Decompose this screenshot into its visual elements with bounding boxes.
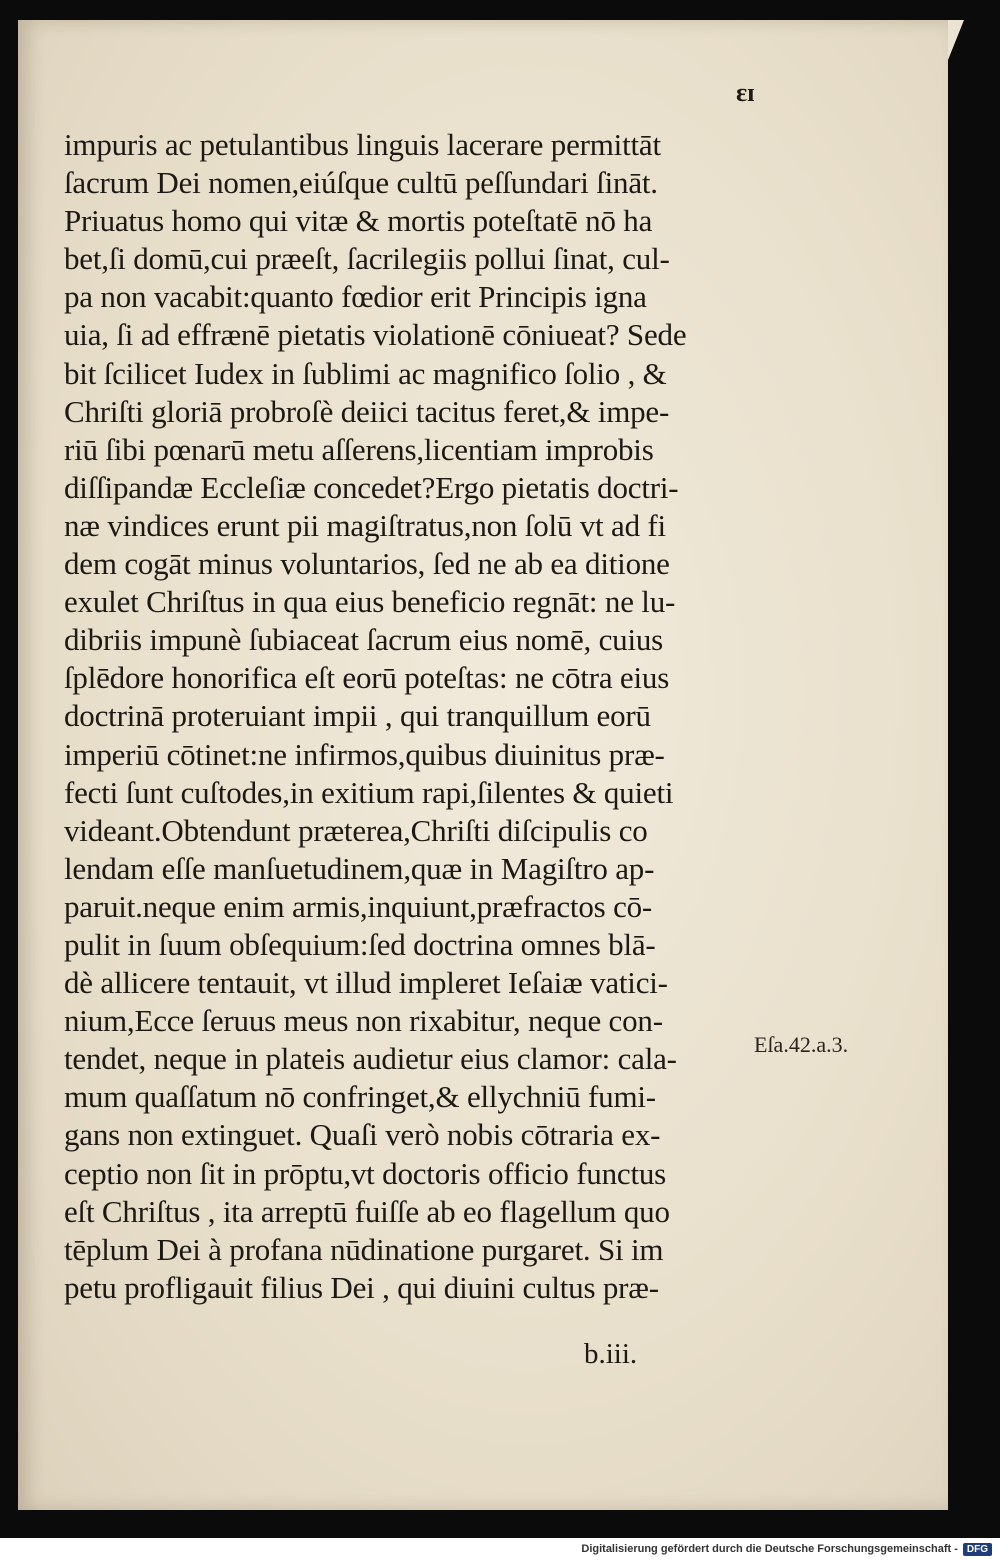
text-line: diſſipandæ Eccleſiæ concedet?Ergo pietatis doctri- <box>64 469 679 505</box>
text-line: dè allicere tentauit, vt illud impleret Ieſaiæ vatici- <box>64 965 668 1001</box>
book-page <box>18 20 948 1510</box>
text-line: Chriſti gloriā probroſè deiici tacitus feret,& impe- <box>64 393 670 429</box>
text-line: tendet, neque in plateis audietur eius clamor: cala- <box>64 1041 677 1077</box>
footer-bar <box>0 1538 1000 1560</box>
text-line: uia, ſi ad effrænē pietatis violationē cōniueat? Sede <box>64 317 687 353</box>
signature-mark: b.iii. <box>584 1338 638 1370</box>
text-line: bit ſcilicet Iudex in ſublimi ac magnifico ſolio , & <box>64 355 667 391</box>
dfg-logo: DFG <box>963 1543 992 1556</box>
text-line: ſacrum Dei nomen,eiúſque cultū peſſundari ſināt. <box>64 165 658 201</box>
text-line: dibriis impunè ſubiaceat ſacrum eius nomē, cuius <box>64 622 664 658</box>
text-line: impuris ac petulantibus linguis lacerare permittāt <box>64 127 661 162</box>
text-line: exulet Chriſtus in qua eius beneficio regnāt: ne lu- <box>64 584 676 620</box>
funding-notice: Digitalisierung gefördert durch die Deutsche Forschungsgemeinschaft - <box>581 1543 958 1555</box>
text-line: bet,ſi domū,cui præeſt, ſacrilegiis pollui ſinat, cul- <box>64 241 670 277</box>
text-line: nium,Ecce ſeruus meus non rixabitur, neque con- <box>64 1003 663 1039</box>
text-line: dem cogāt minus voluntarios, ſed ne ab ea ditione <box>64 546 670 582</box>
text-line: eſt Chriſtus , ita arreptū fuiſſe ab eo flagellum quo <box>64 1193 670 1229</box>
text-line: lendam eſſe manſuetudinem,quæ in Magiſtro ap- <box>64 850 655 886</box>
text-line: tēplum Dei à profana nūdinatione purgaret. Si im <box>64 1231 664 1267</box>
text-line: næ vindices erunt pii magiſtratus,non ſolū vt ad fi <box>64 507 666 543</box>
folio-number: ɛɪ <box>736 78 755 107</box>
text-line: imperiū cōtinet:ne infirmos,quibus diuinitus præ- <box>64 736 665 772</box>
text-line: pulit in ſuum obſequium:ſed doctrina omnes blā- <box>64 926 656 962</box>
text-line: mum quaſſatum nō confringet,& ellychniū fumi- <box>64 1079 656 1115</box>
text-line: videant.Obtendunt præterea,Chriſti diſcipulis co <box>64 812 648 848</box>
text-line: pa non vacabit:quanto fœdior erit Principis igna <box>64 279 647 315</box>
body-text <box>64 126 764 1307</box>
text-line: fecti ſunt cuſtodes,in exitium rapi,ſilentes & quieti <box>64 774 674 810</box>
text-line: ceptio non ſit in prōptu,vt doctoris officio functus <box>64 1155 667 1191</box>
text-line: petu profligauit filius Dei , qui diuini cultus præ- <box>64 1269 659 1305</box>
text-line: gans non extinguet. Quaſi verò nobis cōtraria ex- <box>64 1117 661 1153</box>
text-line: paruit.neque enim armis,inquiunt,præfractos cō- <box>64 888 653 924</box>
marginal-note: Eſa.42.a.3. <box>754 1032 849 1057</box>
text-line: riū ſibi pœnarū metu aſſerens,licentiam improbis <box>64 431 654 467</box>
text-line: doctrinā proteruiant impii , qui tranquillum eorū <box>64 698 651 734</box>
text-line: ſplēdore honorifica eſt eorū poteſtas: ne cōtra eius <box>64 660 670 696</box>
text-line: Priuatus homo qui vitæ & mortis poteſtatē nō ha <box>64 203 653 239</box>
page-corner <box>948 20 964 60</box>
